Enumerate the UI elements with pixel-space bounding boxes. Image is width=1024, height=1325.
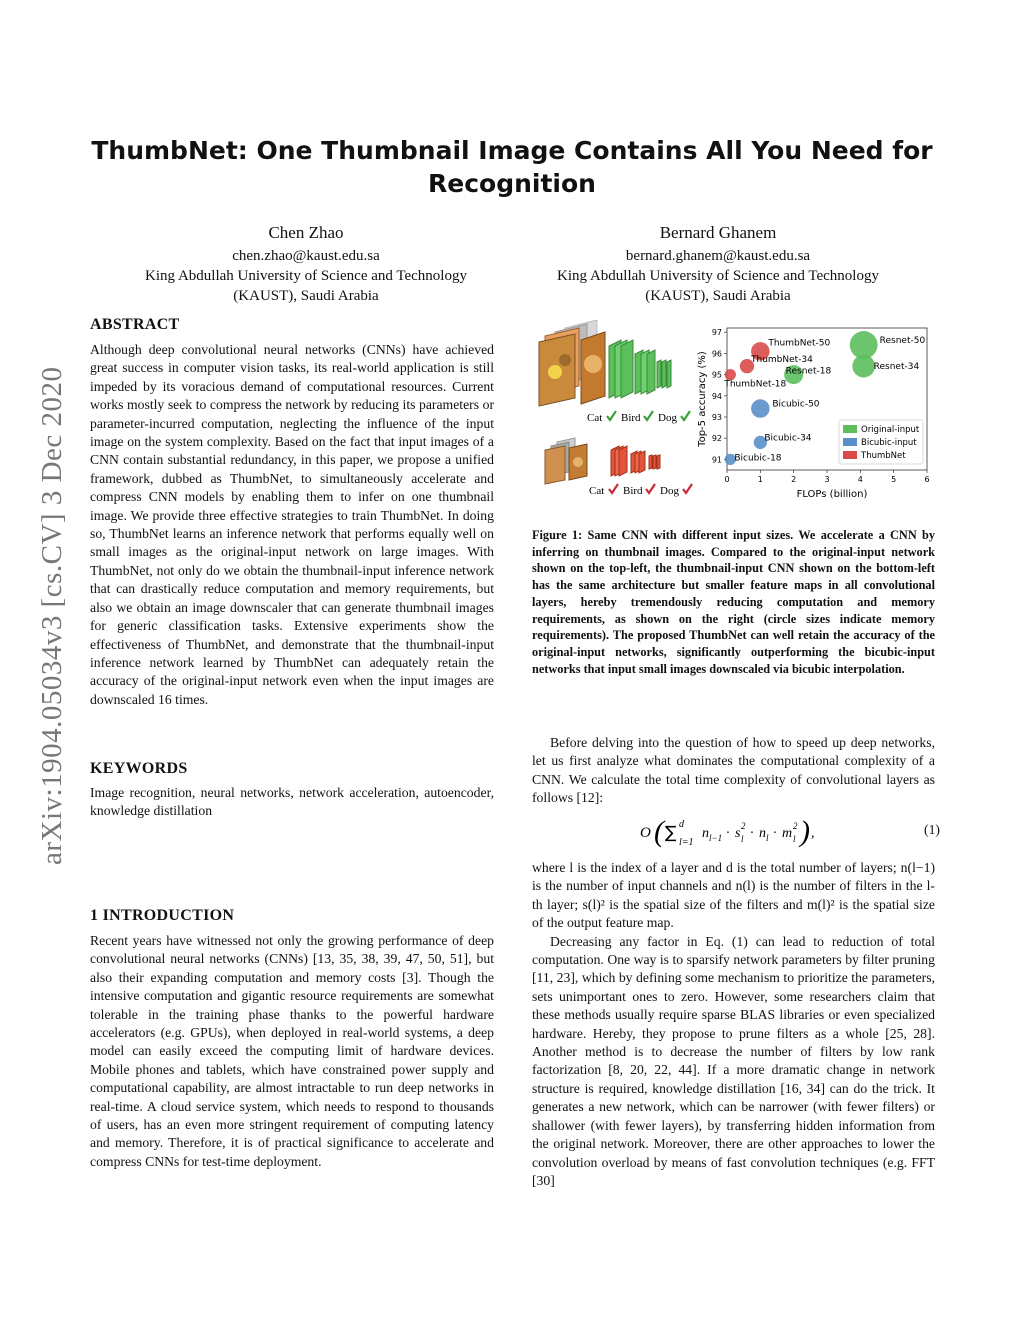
right-paragraph-1 <box>532 734 935 808</box>
x-tick-label: 5 <box>891 475 897 484</box>
author-name: Bernard Ghanem <box>659 223 777 242</box>
network-diagram <box>535 320 697 500</box>
label-bird-bottom: Bird <box>623 485 643 497</box>
check-icon <box>607 411 616 420</box>
y-tick-label: 94 <box>711 391 722 401</box>
svg-text:l−1: l−1 <box>709 833 723 843</box>
thumbnail-input-images <box>545 438 587 484</box>
legend-label: Bicubic-input <box>861 438 917 448</box>
data-point <box>852 355 875 378</box>
label-bird-top: Bird <box>621 412 641 424</box>
x-tick-label: 0 <box>724 475 730 484</box>
x-tick-label: 3 <box>824 475 830 484</box>
label-dog-top: Dog <box>658 412 677 424</box>
x-tick-label: 4 <box>857 475 863 484</box>
equation-number: (1) <box>924 822 940 837</box>
author-2 <box>498 222 938 306</box>
svg-text:O: O <box>640 825 651 841</box>
author-affiliation-2: (KAUST), Saudi Arabia <box>233 288 379 304</box>
intro-paragraph: Recent years have witnessed not only the growing performance of deep convolutional neural networks (CNNs) [13, 35, 38, 39, 47, 50, 51], but also their expanding computation and memory costs [3]. Though the intensive computation and gigantic resource requirements are somewhat tolerable in the training phase thanks to the powerful hardware accelerators (e.g. GPUs), when deployed in real-world systems, a deep model can easily exceed the computing limit of hardware devices. Mobile phones and tablets, which have constrained power supply and computational capability, are almost intractable to run deep networks in real-time. A cloud service system, which needs to respond to thousands of users, has an even more stringent requirement of computing latency and memory. Therefore, it is of practical significance to accelerate and compress CNNs for test-time deployment. <box>90 933 494 1169</box>
check-icon <box>681 411 690 420</box>
svg-text:∑: ∑ <box>665 823 677 843</box>
legend-swatch <box>843 451 857 459</box>
x-tick-label: 2 <box>791 475 797 484</box>
y-tick-label: 92 <box>711 434 722 444</box>
paper-title <box>60 134 964 200</box>
svg-text:2: 2 <box>741 821 746 831</box>
data-label: Bicubic-50 <box>772 399 820 410</box>
legend-swatch <box>843 425 857 433</box>
abstract-text <box>90 341 494 709</box>
paragraph: where l is the index of a layer and d is the total number of layers; n(l−1) is the number of input channels and n(l) is the number of filters in the l-th layer; s(l)² is the spatial size of the filters and m(l)² is the spatial size of the output feature map. <box>532 860 935 931</box>
keywords-paragraph: Image recognition, neural networks, network acceleration, autoencoder, knowledge distillation <box>90 785 494 819</box>
svg-text:·: · <box>773 826 777 841</box>
figure-label: Figure 1: <box>532 528 583 542</box>
y-tick-label: 96 <box>711 349 722 359</box>
svg-text:·: · <box>750 826 754 841</box>
original-feature-maps <box>609 340 671 398</box>
check-icon <box>644 411 653 420</box>
svg-text:l: l <box>793 834 796 844</box>
right-paragraph-2 <box>532 859 935 1190</box>
abstract-paragraph: Although deep convolutional neural networks (CNNs) have achieved great success in computer vision tasks, its real-world application is still impeded by its voracious demand of computational resources. Current works mostly seek to compress the network by reducing its parameters or parameter-incurred computation, neglecting the influence of the input image on the system complexity. Based on the fact that input images of a CNN contain substantial redundancy, in this paper, we propose a unified framework, dubbed as ThumbNet, to simultaneously accelerate and compress CNN models by enabling them to infer on one thumbnail image. We provide three effective strategies to train ThumbNet. In doing so, ThumbNet learns an inference network that performs equally well on small images as the original-input network on large images. With ThumbNet, not only do we obtain the thumbnail-input inference network that can drastically reduce computation and memory requirements, but also we obtain an image downscaler that can generate thumbnail images for generic classification tasks. Extensive experiments show the effectiveness of ThumbNet, and demonstrate that the thumbnail-input inference network learned by ThumbNet can adequately retain the accuracy of the original-input network even when the input images are downscaled 16 times. <box>90 342 494 707</box>
data-label: Bicubic-18 <box>734 453 782 464</box>
paragraph: Before delving into the question of how to speed up deep networks, let us first analyze what dominates the computational complexity of a CNN. We calculate the total time complexity of convolutional layers as follows [12]: <box>532 735 935 806</box>
accuracy-flops-chart <box>697 320 937 500</box>
check-icon <box>646 484 655 493</box>
legend-label: Original-input <box>861 425 920 435</box>
author-affiliation: King Abdullah University of Science and Technology <box>557 268 879 284</box>
scatter-plot <box>697 320 937 500</box>
figure-illustration <box>535 320 697 500</box>
data-label: Resnet-34 <box>873 362 920 373</box>
label-cat-bottom: Cat <box>589 485 605 497</box>
figure-caption <box>532 527 935 677</box>
author-affiliation-2: (KAUST), Saudi Arabia <box>645 288 791 304</box>
svg-text:,: , <box>811 826 815 841</box>
title-line-1: ThumbNet: One Thumbnail Image Contains All You Need for <box>91 136 933 165</box>
intro-text <box>90 932 494 1171</box>
svg-text:·: · <box>726 826 730 841</box>
y-axis-label: Top-5 accuracy (%) <box>697 351 708 447</box>
equation-graphic <box>640 814 840 854</box>
check-icon <box>609 484 618 493</box>
x-tick-label: 6 <box>924 475 930 484</box>
svg-text:): ) <box>800 815 810 848</box>
svg-text:l: l <box>766 833 769 843</box>
data-label: ThumbNet-34 <box>751 355 813 366</box>
svg-text:l=1: l=1 <box>679 837 694 848</box>
keywords-heading: KEYWORDS <box>90 760 188 777</box>
svg-text:m: m <box>782 826 793 841</box>
data-label: Resnet-50 <box>879 335 926 346</box>
original-input-images <box>539 320 605 406</box>
data-label: ThumbNet-18 <box>724 379 787 390</box>
equation-1 <box>640 814 940 850</box>
svg-text:2: 2 <box>793 821 798 831</box>
author-email[interactable]: bernard.ghanem@kaust.edu.sa <box>625 248 811 264</box>
title-line-2: Recognition <box>428 169 596 198</box>
thumbnail-feature-maps <box>611 446 660 476</box>
y-tick-label: 91 <box>711 455 722 465</box>
svg-text:l: l <box>741 834 744 844</box>
svg-text:(: ( <box>654 815 664 848</box>
svg-text:n: n <box>759 826 766 841</box>
data-label: Resnet-18 <box>785 366 832 377</box>
label-dog-bottom: Dog <box>660 485 679 497</box>
legend-swatch <box>843 438 857 446</box>
author-email[interactable]: chen.zhao@kaust.edu.sa <box>232 248 380 264</box>
author-affiliation: King Abdullah University of Science and Technology <box>145 268 467 284</box>
data-point <box>725 369 736 380</box>
y-tick-label: 95 <box>711 370 722 380</box>
author-1 <box>86 222 526 306</box>
author-name: Chen Zhao <box>268 223 344 242</box>
paragraph: Decreasing any factor in Eq. (1) can lead to reduction of total computation. One way is to sparsify network parameters by filter pruning [11, 23], which by defining some mechanism to prioritize the parameters, sets unimportant ones to zero. However, some researchers claim that these methods usually require sparse BLAS libraries or even specialized hardware. Hereby, they propose to prune filters as a whole [25, 28]. Another method is to decrease the number of filters by low rank factorization [8, 20, 22, 44]. If a more dramatic change in network structure is required, knowledge distillation [16, 34] can do the trick. It generates a new network, which can be narrower (with fewer filters) or shallower (with fewer layers), by transferring hidden information from the original network. Moreover, there are other approaches to lower the convolution overload by means of fast convolution techniques (e.g. FFT [30] <box>532 933 935 1188</box>
svg-text:n: n <box>702 826 709 841</box>
legend-label: ThumbNet <box>861 451 906 461</box>
y-tick-label: 97 <box>711 328 722 338</box>
intro-heading: 1 INTRODUCTION <box>90 907 235 924</box>
x-tick-label: 1 <box>757 475 763 484</box>
data-label: ThumbNet-50 <box>768 338 831 349</box>
check-icon <box>683 484 692 493</box>
abstract-heading: ABSTRACT <box>90 316 180 333</box>
svg-text:s: s <box>735 826 741 841</box>
y-tick-label: 93 <box>711 413 722 423</box>
figure-caption-text: Same CNN with different input sizes. We accelerate a CNN by inferring on thumbnail images. Compared to the original-input network shown on the top-left, the thumbnail-input CNN shown on the bottom-left has the same architecture but smaller feature maps in all convolutional layers, hereby tremendously reducing computation and memory requirements, as shown on the right (circle sizes indicate memory requirements). The proposed ThumbNet can well retain the accuracy of the original-input networks, significantly outperforming the bicubic-input networks that input small images downscaled via bicubic interpolation. <box>532 528 936 676</box>
data-point <box>850 331 878 359</box>
arxiv-identifier: arXiv:1904.05034v3 [cs.CV] 3 Dec 2020 <box>36 366 68 865</box>
svg-text:d: d <box>679 819 684 830</box>
keywords-text <box>90 784 494 821</box>
data-label: Bicubic-34 <box>764 433 812 444</box>
x-axis-label: FLOPs (billion) <box>796 489 868 500</box>
label-cat-top: Cat <box>587 412 603 424</box>
data-point <box>751 399 769 417</box>
